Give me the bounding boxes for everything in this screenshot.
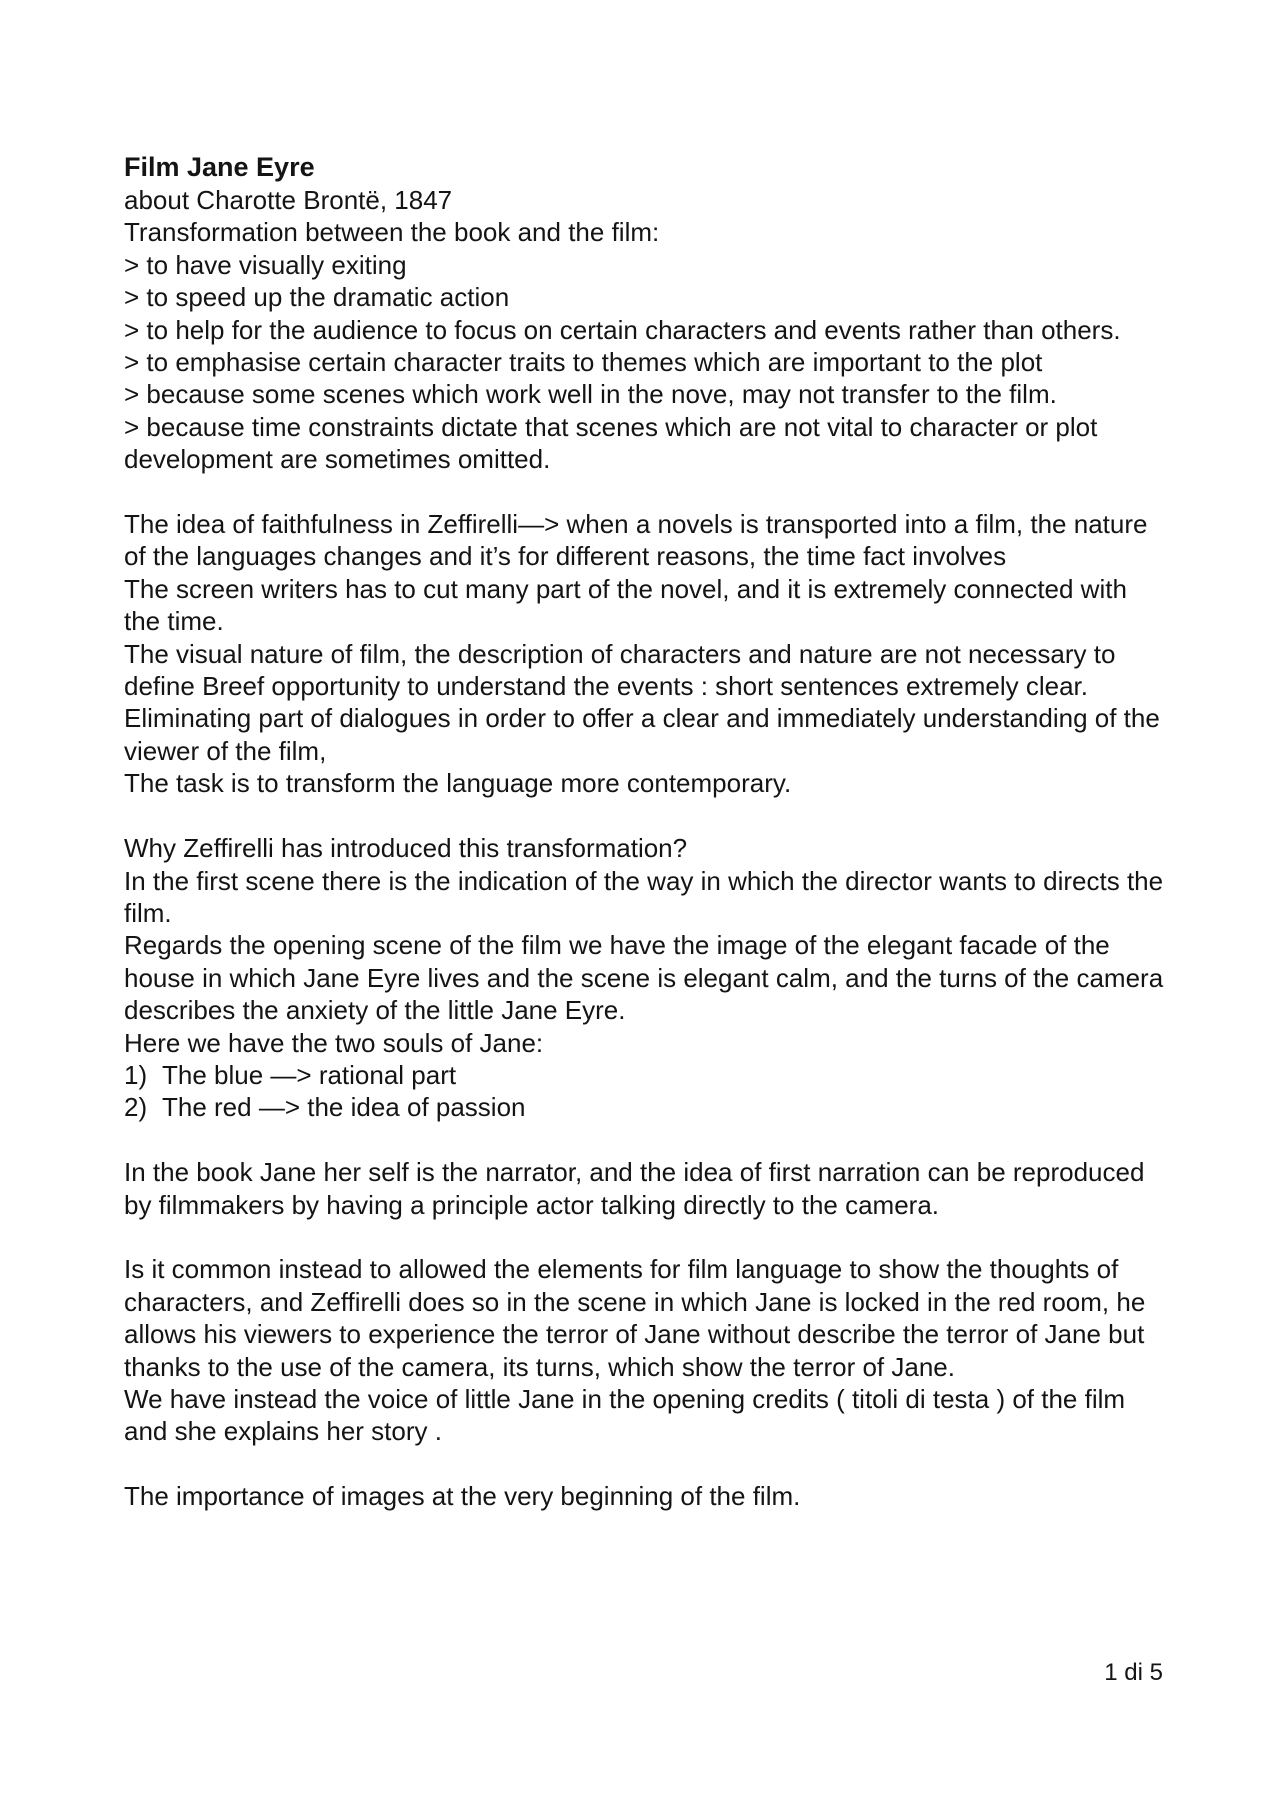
intro-line: about Charotte Brontë, 1847 — [124, 185, 453, 215]
intro-line: Transformation between the book and the film: — [124, 217, 660, 248]
intro-line: > because some scenes which work well in the nove, may not transfer to the film. — [124, 379, 1057, 410]
paragraph-gap — [124, 1124, 1164, 1156]
common-line: Is it common instead to allowed the elements for film language to show the thoughts of characters, and Zeffirelli does so in the scene in which Jane is locked in the red room, he allows his viewers to experience the terror of Jane without describe the terror of Jane but thanks to the use of the camera, its turns, which show the terror of Jane. — [124, 1254, 1146, 1382]
paragraph-gap — [124, 1448, 1164, 1480]
document-body — [124, 150, 1164, 1513]
paragraph-gap — [124, 1221, 1164, 1253]
faithfulness-line: The visual nature of film, the description of characters and nature are not necessary to define Breef opportunity to understand the events : short sentences extremely clear. — [124, 638, 1116, 702]
numbered-item — [124, 1091, 1164, 1123]
faithfulness-line: The screen writers has to cut many part of the novel, and it is extremely connected with the time. — [124, 573, 1127, 637]
why-line: In the first scene there is the indication of the way in which the director wants to directs the film. — [124, 865, 1164, 928]
faithfulness-line: The idea of faithfulness in Zeffirelli—> when a novels is transported into a film, the nature of the languages changes and it’s for different reasons, the time fact involves — [124, 509, 1148, 572]
why-line: Here we have the two souls of Jane: — [124, 1027, 544, 1058]
narrator-paragraph: In the book Jane her self is the narrator, and the idea of first narration can be reproduced by filmmakers by having a principle actor talking directly to the camera. — [124, 1157, 1145, 1220]
paragraph-gap — [124, 800, 1164, 832]
item-text: The blue —> rational part — [162, 1059, 457, 1090]
common-line: We have instead the voice of little Jane in the opening credits ( titoli di testa ) of the film and she explains her story . — [124, 1383, 1126, 1447]
intro-line: > to help for the audience to focus on certain characters and events rather than others. — [124, 314, 1121, 345]
intro-line: > to speed up the dramatic action — [124, 282, 510, 313]
why-line: Why Zeffirelli has introduced this transformation? — [124, 833, 688, 864]
item-text: The red —> the idea of passion — [162, 1092, 526, 1123]
paragraph-gap — [124, 476, 1164, 508]
item-number: 1) — [124, 1059, 148, 1090]
why-section — [124, 832, 1164, 1124]
intro-line: > to emphasise certain character traits to themes which are important to the plot — [124, 347, 1043, 378]
common-section — [124, 1253, 1164, 1447]
faithfulness-line: The task is to transform the language more contemporary. — [124, 768, 792, 799]
intro-line: > to have visually exiting — [124, 249, 407, 280]
document-title: Film Jane Eyre — [124, 152, 315, 182]
faithfulness-section — [124, 508, 1164, 800]
intro-section — [124, 184, 1164, 476]
numbered-item — [124, 1059, 1164, 1091]
faithfulness-line: Eliminating part of dialogues in order to offer a clear and immediately understanding of the viewer of the film, — [124, 703, 1160, 766]
why-line: Regards the opening scene of the film we have the image of the elegant facade of the house in which Jane Eyre lives and the scene is elegant calm, and the turns of the camera describes the anxiety of the little Jane Eyre. — [124, 930, 1164, 1026]
intro-line: > because time constraints dictate that scenes which are not vital to character or plot development are sometimes omitted. — [124, 411, 1098, 475]
item-number: 2) — [124, 1092, 148, 1123]
closing-line: The importance of images at the very beginning of the film. — [124, 1481, 801, 1512]
page-number: 1 di 5 — [1104, 1659, 1163, 1686]
